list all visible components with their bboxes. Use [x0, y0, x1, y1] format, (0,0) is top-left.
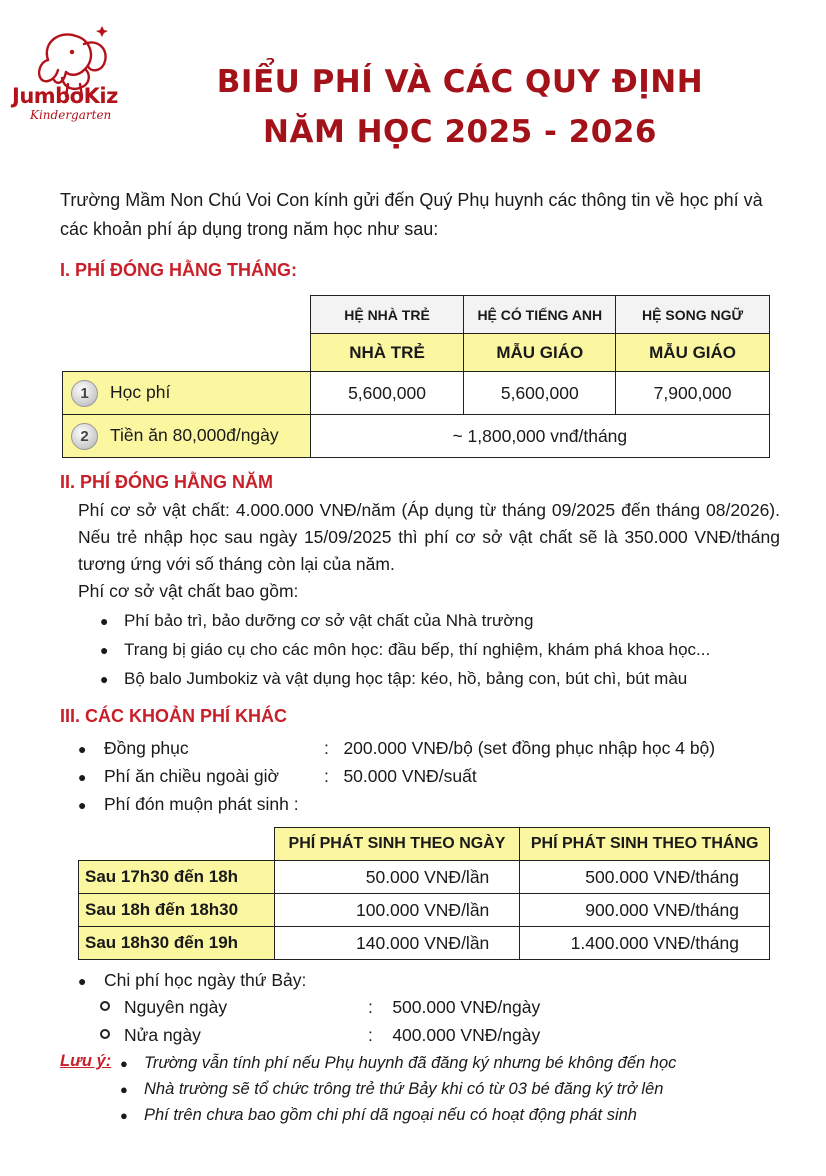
row-label: Sau 17h30 đến 18h	[79, 861, 275, 894]
number-badge: 2	[71, 423, 98, 450]
row-label	[63, 372, 311, 415]
sub-item: Nửa ngày	[100, 1023, 201, 1047]
logo-name: JumboKiz	[12, 84, 118, 108]
table-header-cell: PHÍ PHÁT SINH THEO THÁNG	[520, 828, 770, 861]
list-item: ● Bộ balo Jumbokiz và vật dụng học tập: kéo, hồ, bảng con, bút chì, bút màu	[100, 669, 688, 688]
row-label	[63, 415, 311, 458]
fee-item: ● Phí đón muộn phát sinh :	[78, 794, 299, 814]
table-row	[63, 372, 770, 415]
table-cell: 5,600,000	[310, 372, 464, 415]
number-badge: 1	[71, 380, 98, 407]
table-subheader-cell: MẪU GIÁO	[464, 334, 616, 372]
table-subheader-cell: NHÀ TRẺ	[310, 334, 464, 372]
table-cell: 7,900,000	[616, 372, 770, 415]
list-item: ● Phí bảo trì, bảo dưỡng cơ sở vật chất của Nhà trường	[100, 611, 534, 630]
fee-item: ● Phí ăn chiều ngoài giờ	[78, 766, 279, 786]
table-cell-merged: ~ 1,800,000 vnđ/tháng	[310, 415, 769, 458]
table-corner	[63, 334, 311, 372]
sub-item-value: : 500.000 VNĐ/ngày	[368, 997, 541, 1017]
table-corner	[79, 828, 275, 861]
monthly-fee-table	[62, 295, 770, 458]
note-item: ● Trường vẫn tính phí nếu Phụ huynh đã đăng ký nhưng bé không đến học	[120, 1054, 677, 1072]
row-label: Sau 18h30 đến 19h	[79, 927, 275, 960]
circle-bullet-icon	[100, 1001, 110, 1011]
row-label-text: Tiền ăn 80,000đ/ngày	[110, 424, 279, 445]
table-header-cell: PHÍ PHÁT SINH THEO NGÀY	[274, 828, 520, 861]
table-header-cell: HỆ NHÀ TRẺ	[310, 296, 464, 334]
table-cell: 140.000 VNĐ/lần	[274, 927, 520, 960]
circle-bullet-icon	[100, 1029, 110, 1039]
table-cell: 500.000 VNĐ/tháng	[520, 861, 770, 894]
table-header-cell: HỆ SONG NGỮ	[616, 296, 770, 334]
row-label: Sau 18h đến 18h30	[79, 894, 275, 927]
logo-subtitle: Kindergarten	[30, 108, 112, 122]
note-item: ● Phí trên chưa bao gồm chi phí dã ngoại nếu có hoạt động phát sinh	[120, 1106, 637, 1124]
table-cell: 5,600,000	[464, 372, 616, 415]
table-cell: 100.000 VNĐ/lần	[274, 894, 520, 927]
late-pickup-table	[78, 827, 770, 960]
page-title-line2: NĂM HỌC 2025 - 2026	[263, 114, 657, 150]
sub-item: Nguyên ngày	[100, 995, 227, 1019]
table-row	[79, 861, 770, 894]
fee-value: : 50.000 VNĐ/suất	[324, 766, 477, 786]
section3-heading: III. CÁC KHOẢN PHÍ KHÁC	[60, 706, 288, 726]
table-row	[79, 927, 770, 960]
sub-item-value: : 400.000 VNĐ/ngày	[368, 1025, 541, 1045]
note-label: Lưu ý:	[60, 1052, 112, 1070]
table-row	[63, 415, 770, 458]
table-cell: 1.400.000 VNĐ/tháng	[520, 927, 770, 960]
note-item: ● Nhà trường sẽ tổ chức trông trẻ thứ Bảy khi có từ 03 bé đăng ký trở lên	[120, 1080, 664, 1098]
page-title-line1: BIỂU PHÍ VÀ CÁC QUY ĐỊNH	[216, 64, 704, 100]
fee-item: ● Đồng phục	[78, 738, 189, 758]
section2-heading: II. PHÍ ĐÓNG HẰNG NĂM	[60, 472, 274, 492]
list-item: ● Trang bị giáo cụ cho các môn học: đầu bếp, thí nghiệm, khám phá khoa học...	[100, 640, 711, 659]
table-corner	[63, 296, 311, 334]
table-cell: 50.000 VNĐ/lần	[274, 861, 520, 894]
intro-paragraph: Trường Mầm Non Chú Voi Con kính gửi đến Quý Phụ huynh các thông tin về học phí và các khoản phí áp dụng trong năm học như sau:	[60, 190, 763, 239]
fee-value: : 200.000 VNĐ/bộ (set đồng phục nhập học 4 bộ)	[324, 738, 716, 758]
facility-includes-text: Phí cơ sở vật chất bao gồm:	[78, 581, 299, 601]
table-row	[79, 894, 770, 927]
facility-fee-paragraph: Phí cơ sở vật chất: 4.000.000 VNĐ/năm (Áp dụng từ tháng 09/2025 đến tháng 08/2026). Nếu trẻ nhập học sau ngày 15/09/2025 thì phí cơ sở vật chất sẽ là 350.000 VNĐ/tháng tương ứng với số tháng còn lại của năm.	[78, 500, 780, 574]
row-label-text: Học phí	[110, 381, 171, 402]
table-header-cell: HỆ CÓ TIẾNG ANH	[464, 296, 616, 334]
table-subheader-cell: MẪU GIÁO	[616, 334, 770, 372]
table-cell: 900.000 VNĐ/tháng	[520, 894, 770, 927]
section1-heading: I. PHÍ ĐÓNG HẰNG THÁNG:	[60, 260, 297, 280]
fee-item: ● Chi phí học ngày thứ Bảy:	[78, 970, 307, 990]
